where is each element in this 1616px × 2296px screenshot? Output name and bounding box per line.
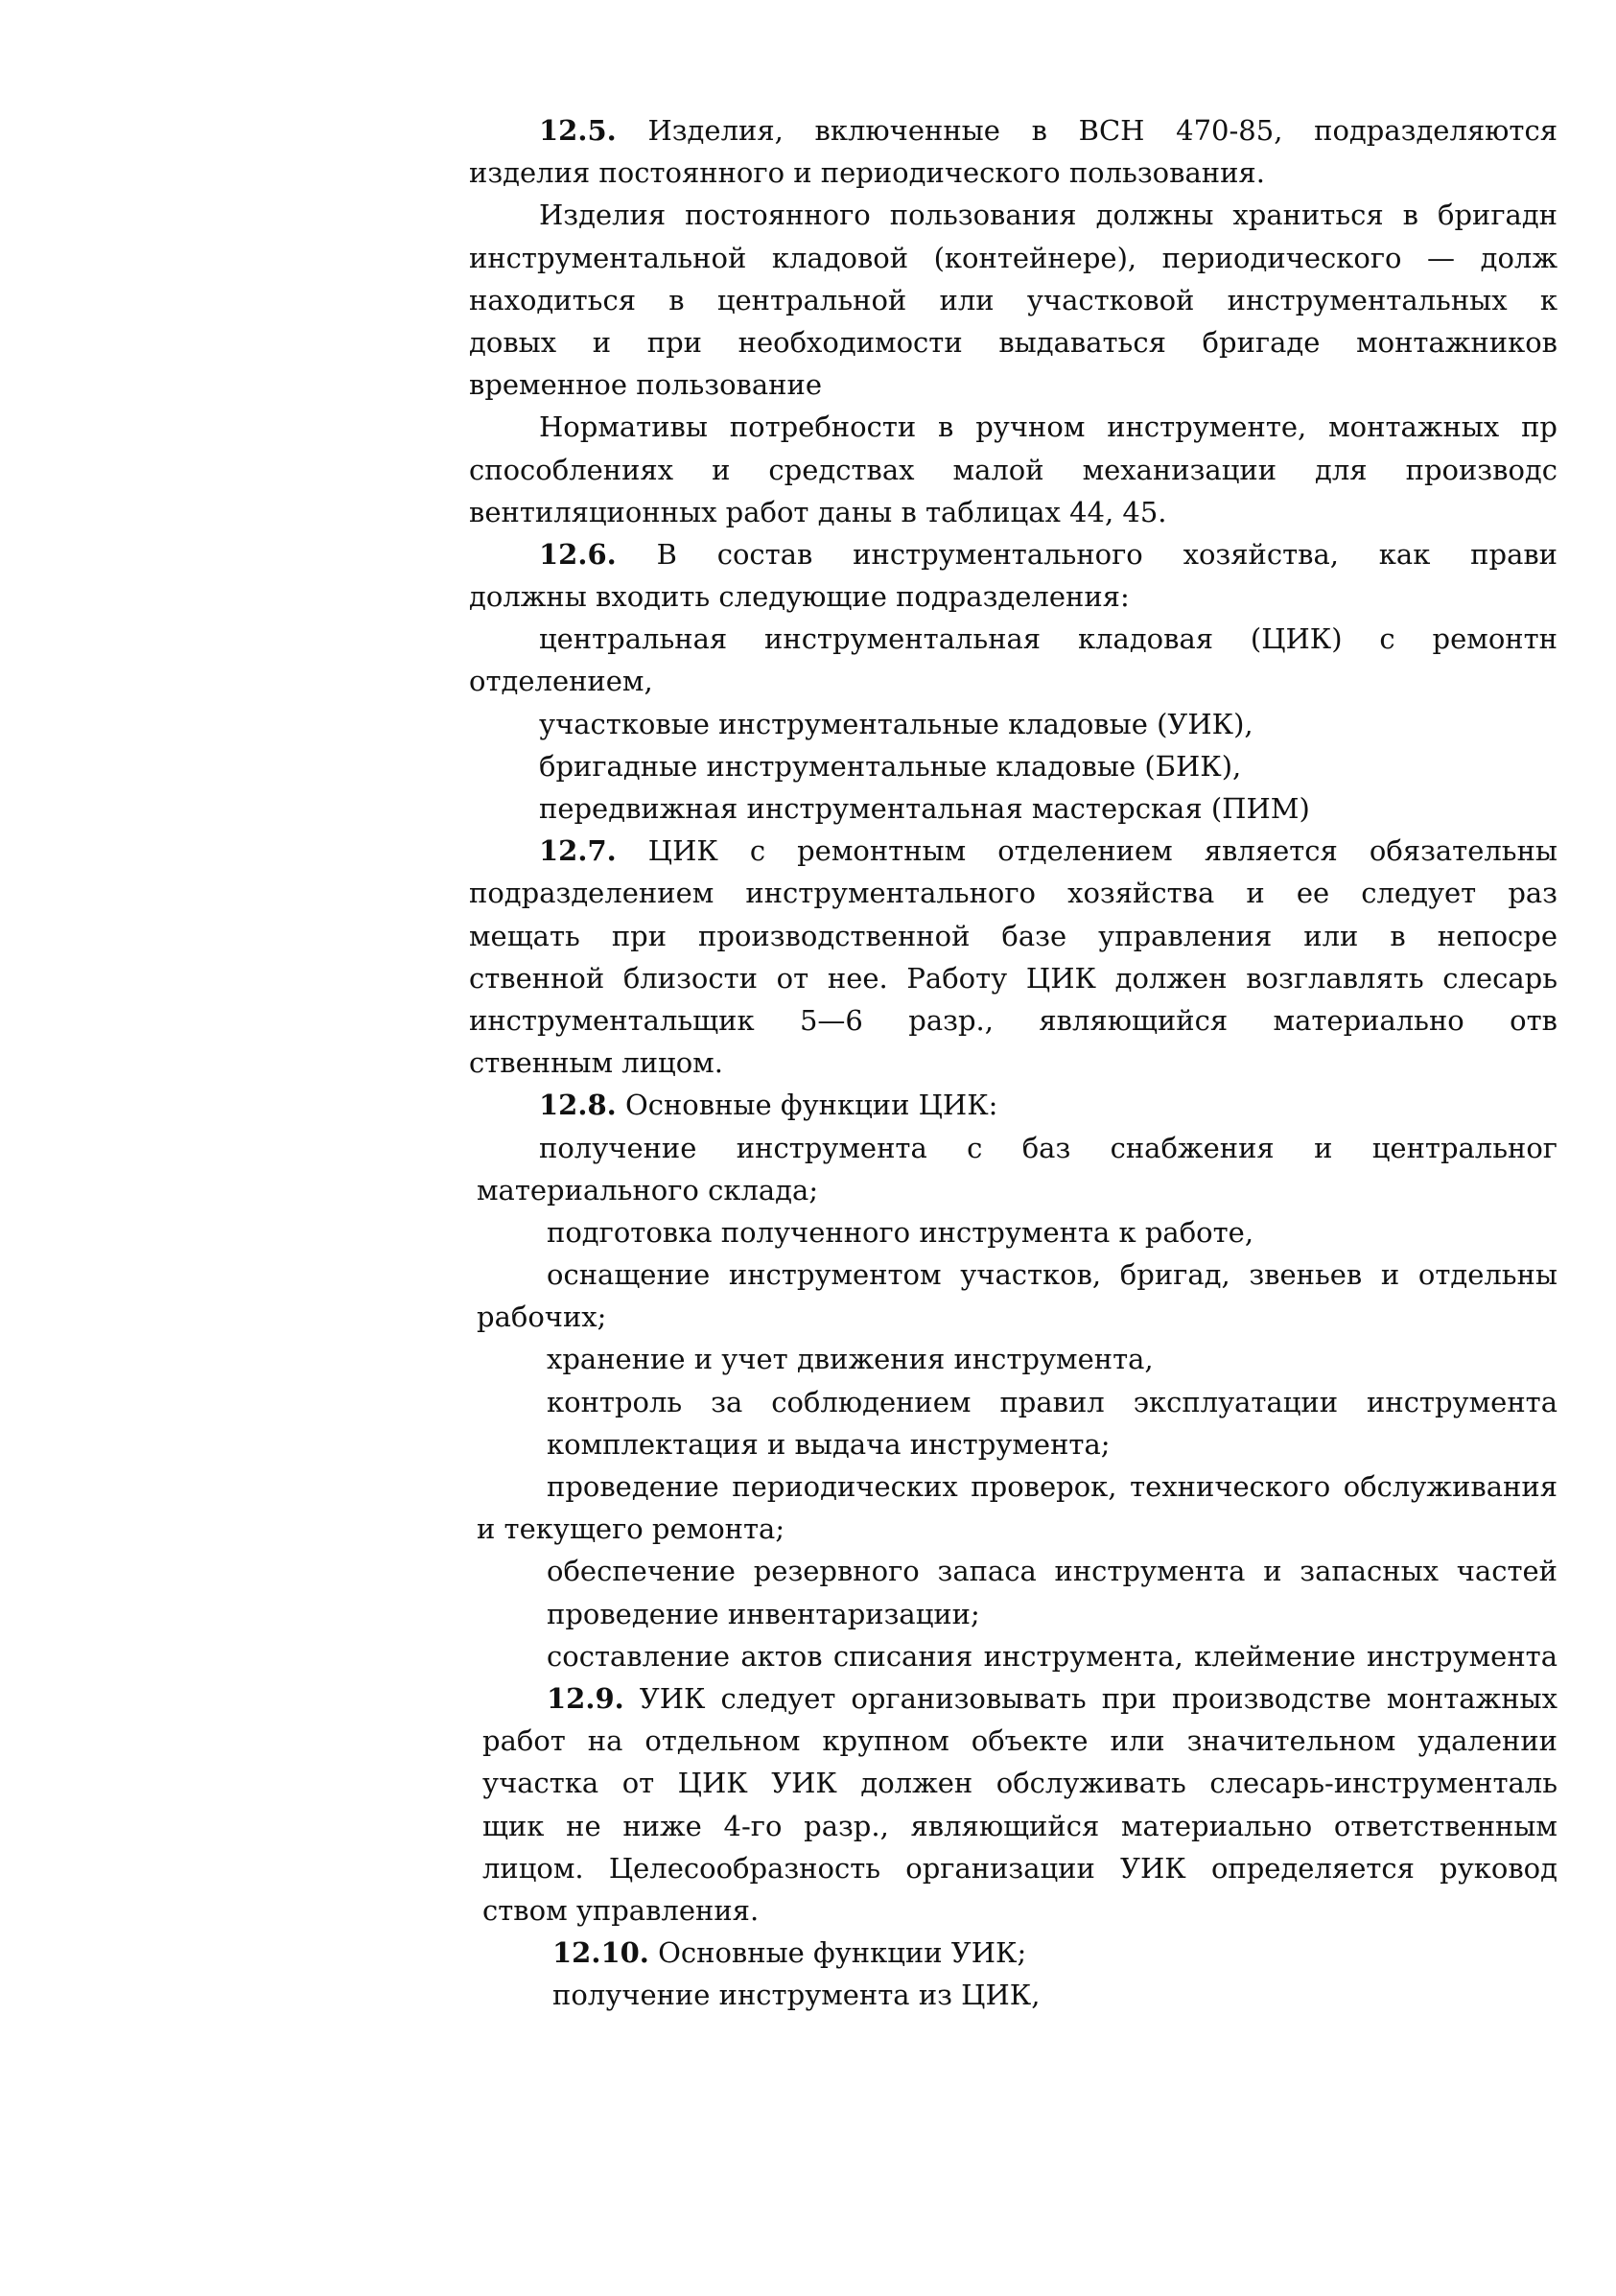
text-line-17: передвижная инструментальная мастерская (ПИМ) <box>539 792 1310 825</box>
document-body <box>469 109 1557 2016</box>
text-line-21: ственной близости от нее. Работу ЦИК должен возглавлять слесарь <box>469 961 1557 995</box>
text-line-39: работ на отдельном крупном объекте или значительном удалении <box>482 1724 1557 1758</box>
text-line-12: должны входить следующие подразделения: <box>469 580 1130 614</box>
text-line-16: бригадные инструментальные кладовые (БИК), <box>539 749 1242 783</box>
section-number-12-9: 12.9. <box>547 1681 624 1715</box>
text-line-11: 12.6. В состав инструментального хозяйства, как прави <box>539 537 1557 571</box>
text-line-42: лицом. Целесообразность организации УИК определяется руковод <box>482 1851 1557 1885</box>
text-line-1: 12.5. Изделия, включенные в ВСН 470-85, подразделяются <box>539 114 1557 147</box>
text-line-26: материального склада; <box>477 1173 819 1207</box>
text-line-43: ством управления. <box>482 1893 760 1927</box>
text-line-10: вентиляционных работ даны в таблицах 44, 45. <box>469 495 1167 528</box>
text-line-5: находиться в центральной или участковой инструментальных к <box>469 283 1557 316</box>
text-line-30: хранение и учет движения инструмента, <box>547 1343 1154 1376</box>
text-line-44: 12.10. Основные функции УИК; <box>552 1936 1027 1970</box>
text-line-8: Нормативы потребности в ручном инструменте, монтажных пр <box>539 410 1557 444</box>
text-line-33: проведение периодических проверок, технического обслуживания <box>547 1470 1557 1503</box>
text-line-45: получение инструмента из ЦИК, <box>552 1979 1041 2012</box>
text-line-28: оснащение инструментом участков, бригад, звеньев и отдельны <box>547 1258 1557 1292</box>
text-line-37: составление актов списания инструмента, клеймение инструмента <box>547 1639 1557 1673</box>
text-line-20: мещать при производственной базе управления или в непосре <box>469 919 1557 952</box>
section-number-12-10: 12.10. <box>552 1936 649 1970</box>
section-number-12-5: 12.5. <box>539 114 617 147</box>
section-number-12-8: 12.8. <box>539 1089 617 1122</box>
text-line-19: подразделением инструментального хозяйства и ее следует раз <box>469 877 1557 910</box>
text-line-4: инструментальной кладовой (контейнере), периодического — долж <box>469 241 1557 274</box>
section-number-12-7: 12.7. <box>539 834 617 868</box>
text-line-9: способлениях и средствах малой механизации для производс <box>469 453 1557 486</box>
text-line-25: получение инструмента с баз снабжения и центральног <box>539 1131 1557 1164</box>
text-line-13: центральная инструментальная кладовая (ЦИК) с ремонтн <box>539 622 1557 656</box>
section-number-12-6: 12.6. <box>539 537 617 571</box>
text-line-3: Изделия постоянного пользования должны храниться в бригадн <box>539 199 1557 232</box>
text-line-40: участка от ЦИК УИК должен обслуживать слесарь-инструменталь <box>482 1767 1557 1800</box>
text-line-22: инструментальщик 5—6 разр., являющийся материально отв <box>469 1003 1557 1037</box>
text-line-27: подготовка полученного инструмента к работе, <box>547 1215 1254 1249</box>
text-line-41: щик не ниже 4-го разр., являющийся материально ответственным <box>482 1809 1557 1842</box>
text-line-32: комплектация и выдача инструмента; <box>547 1427 1111 1461</box>
text-line-6: довых и при необходимости выдаваться бригаде монтажников <box>469 325 1557 359</box>
text-line-31: контроль за соблюдением правил эксплуатации инструмента <box>547 1385 1557 1418</box>
text-line-15: участковые инструментальные кладовые (УИК), <box>539 707 1253 740</box>
text-line-14: отделением, <box>469 665 653 698</box>
text-line-29: рабочих; <box>477 1300 607 1334</box>
text-line-23: ственным лицом. <box>469 1046 723 1080</box>
text-line-34: и текущего ремонта; <box>477 1512 785 1546</box>
text-line-18: 12.7. ЦИК с ремонтным отделением является обязательны <box>539 834 1557 868</box>
text-line-2: изделия постоянного и периодического пользования. <box>469 156 1265 190</box>
text-line-24: 12.8. Основные функции ЦИК: <box>539 1089 998 1122</box>
text-line-36: проведение инвентаризации; <box>547 1597 980 1630</box>
text-line-38: 12.9. УИК следует организовывать при производстве монтажных <box>547 1681 1557 1715</box>
text-line-7: временное пользование <box>469 368 822 402</box>
text-line-35: обеспечение резервного запаса инструмента и запасных частей <box>547 1555 1557 1588</box>
